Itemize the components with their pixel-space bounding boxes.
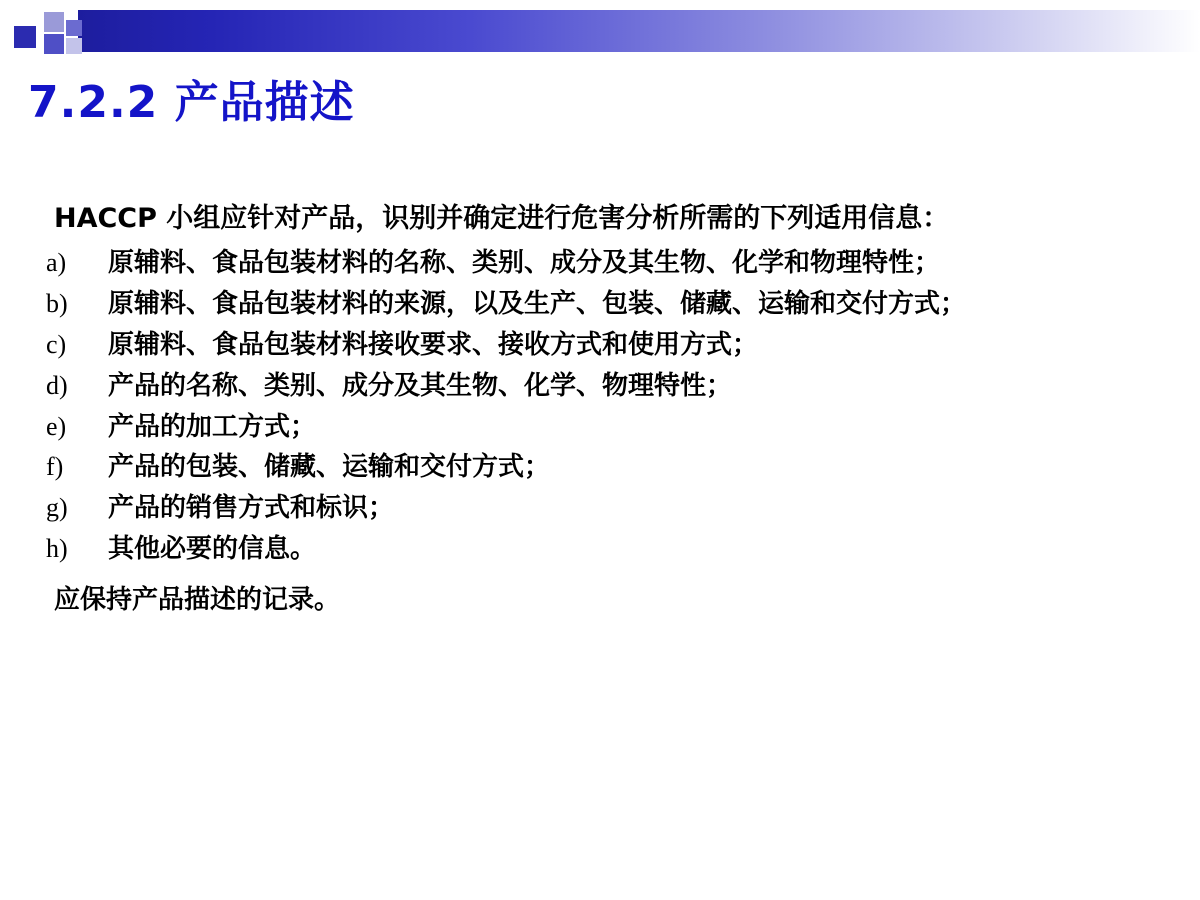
- list-item: [46, 248, 1166, 279]
- intro-paragraph: HACCP 小组应针对产品，识别并确定进行危害分析所需的下列适用信息：: [54, 203, 950, 234]
- list-item-text: 产品的包装、储藏、运输和交付方式；: [108, 452, 551, 483]
- list-item-marker: g): [46, 493, 68, 523]
- list-item: [46, 493, 1166, 524]
- list-item-marker: a): [46, 248, 67, 277]
- list-item-marker: e): [46, 411, 67, 441]
- header-gradient-bar: [78, 10, 1200, 52]
- list-item-text: 产品的名称、类别、成分及其生物、化学、物理特性；: [108, 370, 733, 401]
- header-square-1: [14, 26, 36, 48]
- list-item-marker: d): [46, 370, 68, 400]
- list-item-marker: h): [46, 534, 68, 564]
- page-title: 7.2.2 产品描述: [28, 77, 355, 128]
- list-item-text: 原辅料、食品包装材料的来源，以及生产、包装、储藏、运输和交付方式；: [108, 288, 967, 319]
- list-item-text: 其他必要的信息。: [108, 534, 317, 565]
- list-item: [46, 534, 1166, 565]
- list-item: [46, 412, 1166, 443]
- slide-body: [46, 205, 1166, 616]
- list-item-text: 产品的销售方式和标识；: [108, 493, 395, 524]
- list-item-text: 原辅料、食品包装材料接收要求、接收方式和使用方式；: [108, 329, 759, 360]
- list-item-text: 原辅料、食品包装材料的名称、类别、成分及其生物、化学和物理特性；: [108, 248, 941, 278]
- header-square-5: [66, 38, 82, 54]
- list-item-marker: c): [46, 329, 67, 359]
- list-item: [46, 289, 1166, 320]
- header-square-2: [44, 12, 64, 32]
- header-square-4: [66, 20, 82, 36]
- list-item-text: 产品的加工方式；: [108, 411, 317, 442]
- header-decoration: [0, 10, 1200, 52]
- list-item: [46, 371, 1166, 402]
- header-square-3: [44, 34, 64, 54]
- list-item-marker: f): [46, 452, 64, 482]
- list-item-marker: b): [46, 288, 68, 318]
- closing-paragraph: 应保持产品描述的记录。: [54, 585, 341, 616]
- list-item: [46, 452, 1166, 483]
- list-item: [46, 330, 1166, 361]
